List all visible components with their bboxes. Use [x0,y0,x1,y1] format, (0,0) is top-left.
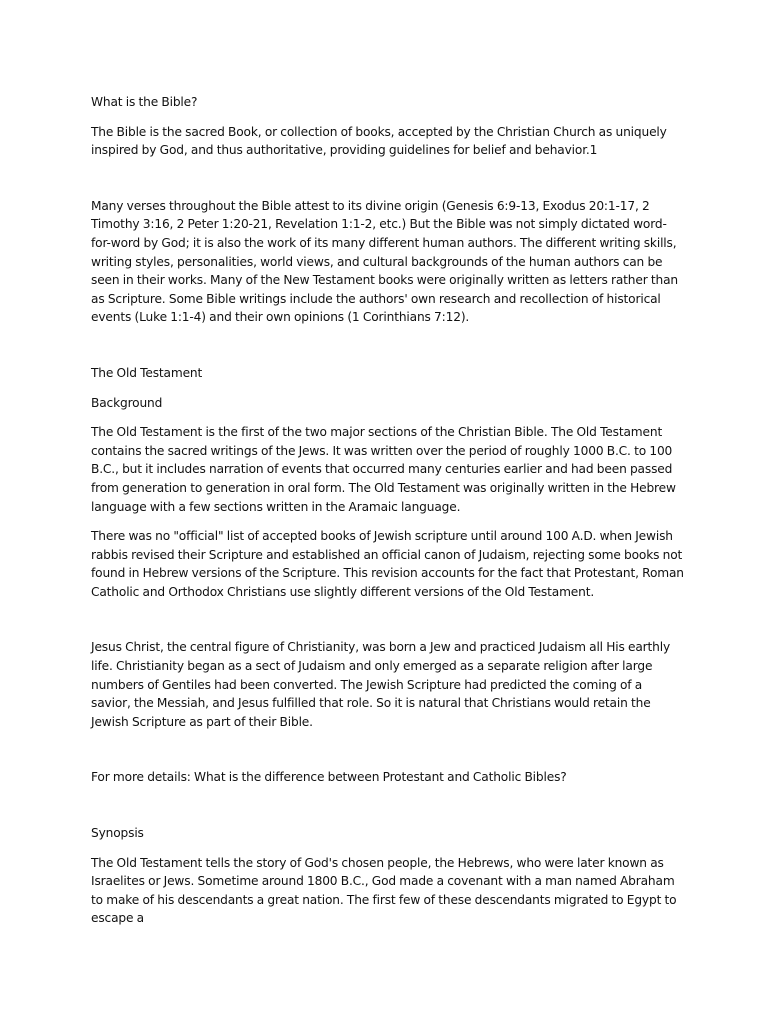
jesus-paragraph: Jesus Christ, the central figure of Christianity, was born a Jew and practiced Judaism all His earthly life. Christianity began as a sect of Judaism and only emerged as a separate religion after large numbers of Gentiles had been converted. The Jewish Scripture had predicted the coming of a savior, the Messiah, and Jesus fulfilled that role. So it is natural that Christians would retain the Jewish Scripture as part of their Bible. [91,640,671,729]
background-heading: Background [91,395,163,410]
old-testament-heading: The Old Testament [91,365,203,380]
more-details-text: For more details: What is the difference between Protestant and Catholic Bibles? [91,770,567,785]
background-paragraph-2: There was no "official" list of accepted books of Jewish scripture until around 100 A.D. when Jewish rabbis revised their Scripture and established an official canon of Judaism, rejecting some books not found in Hebrew versions of the Scripture. This revision accounts for the fact that Protestant, Roman Catholic and Orthodox Christians use slightly different versions of the Old Testament. [91,529,684,599]
divine-origin-paragraph: Many verses throughout the Bible attest to its divine origin (Genesis 6:9-13, Exodus 20:1-17, 2 Timothy 3:16, 2 Peter 1:20-21, Revelation 1:1-2, etc.) But the Bible was not simply dictated word-for-word by God; it is also the work of its many different human authors. The different writing skills, writing styles, personalities, world views, and cultural backgrounds of the human authors can be seen in their works. Many of the New Testament books were originally written as letters rather than as Scripture. Some Bible writings include the authors' own research and recollection of historical events (Luke 1:1-4) and their own opinions (1 Corinthians 7:12). [91,198,678,325]
intro-paragraph: The Bible is the sacred Book, or collection of books, accepted by the Christian Church as uniquely inspired by God, and thus authoritative, providing guidelines for belief and behavior.1 [91,124,667,158]
synopsis-heading: Synopsis [91,826,144,841]
background-paragraph-1: The Old Testament is the first of the two major sections of the Christian Bible. The Old Testament contains the sacred writings of the Jews. It was written over the period of roughly 1000 B.C. to 100 B.C., but it includes narration of events that occurred many centuries earlier and had been passed from generation to generation in oral form. The Old Testament was originally written in the Hebrew language with a few sections written in the Aramaic language. [91,425,676,514]
doc-title: What is the Bible? [91,95,198,109]
synopsis-paragraph: The Old Testament tells the story of God's chosen people, the Hebrews, who were later known as Israelites or Jews. Sometime around 1800 B.C., God made a covenant with a man named Abraham to make of his descendants a great nation. The first few of these descendants migrated to Egypt to escape a [91,855,677,926]
document-page [91,93,685,928]
